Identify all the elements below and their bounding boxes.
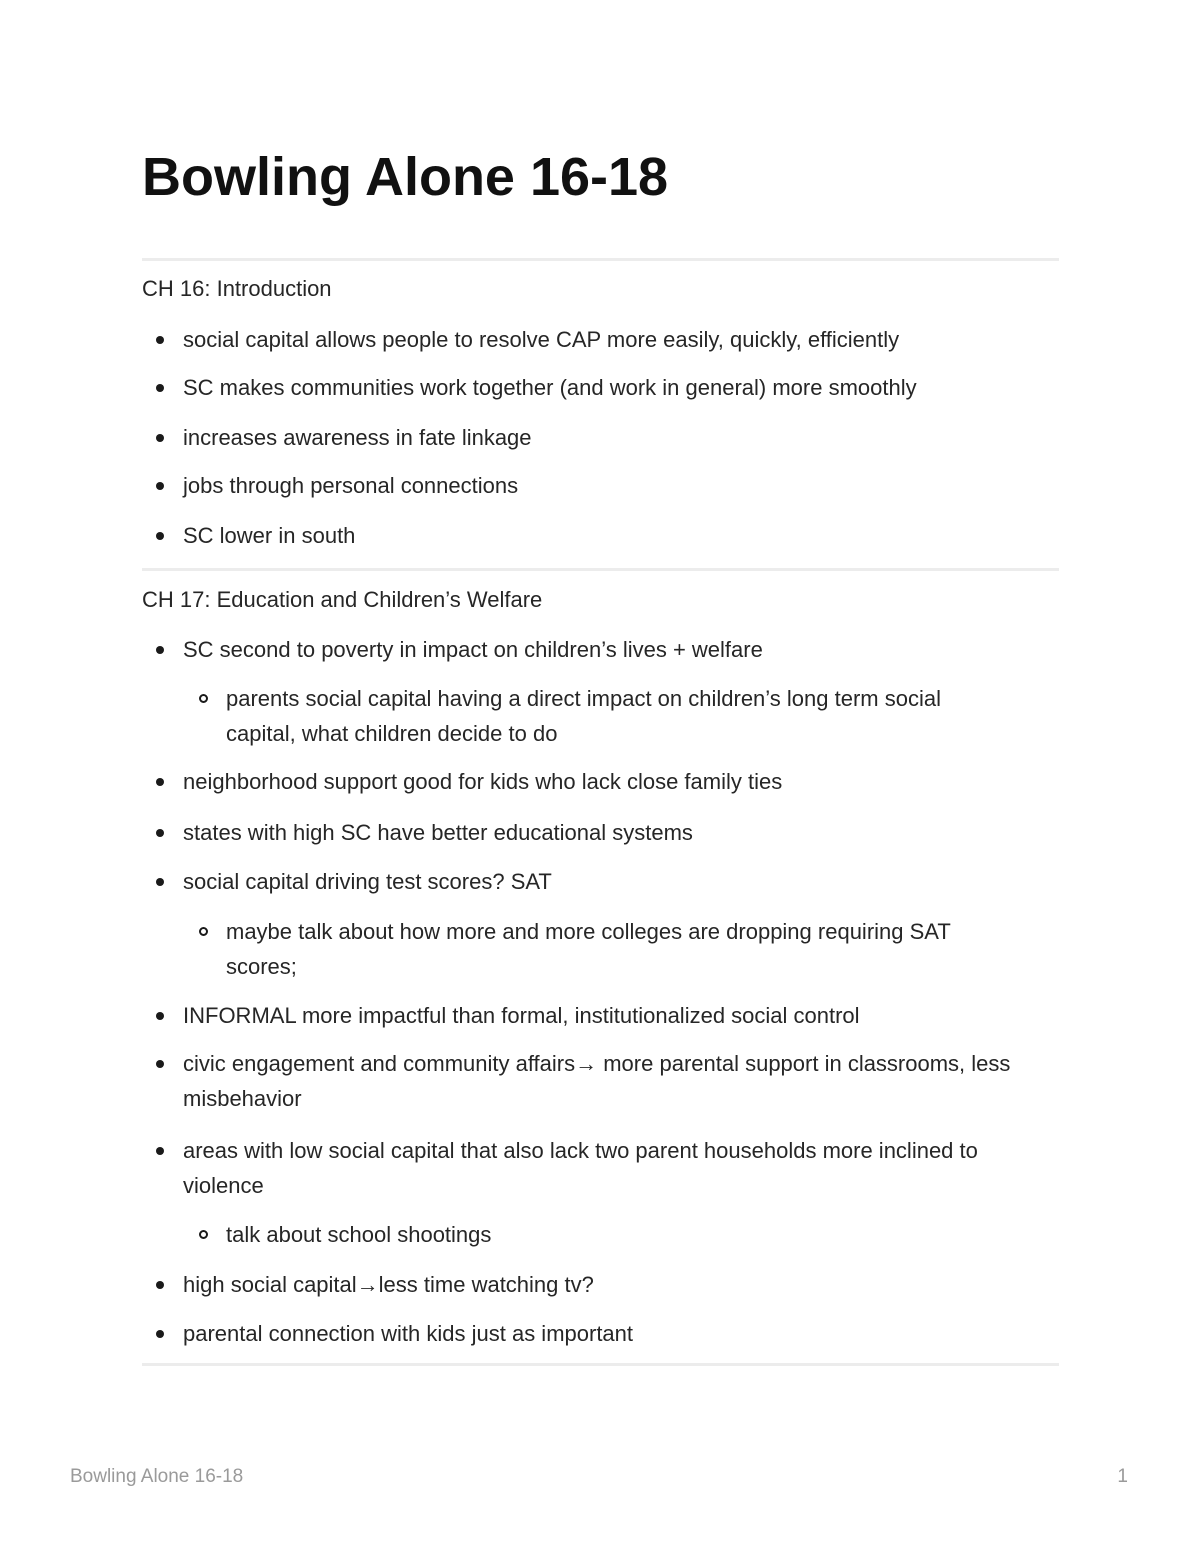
bullet-icon [156, 434, 164, 442]
hollow-bullet-icon [199, 1230, 208, 1239]
divider [142, 568, 1059, 571]
hollow-bullet-icon [199, 927, 208, 936]
list-item: social capital allows people to resolve CAP more easily, quickly, efficiently [142, 322, 1053, 357]
section-heading: CH 16: Introduction [142, 276, 332, 301]
list-item: SC lower in south [142, 518, 1053, 553]
list-item: social capital driving test scores? SAT [142, 864, 1053, 899]
bullet-icon [156, 482, 164, 490]
bullet-icon [156, 336, 164, 344]
page-title: Bowling Alone 16-18 [142, 147, 669, 207]
section-ch17 [142, 587, 1059, 1346]
sub-list-item: talk about school shootings [142, 1217, 1016, 1252]
list-item: SC makes communities work together (and work in general) more smoothly [142, 370, 1053, 405]
bullet-icon [156, 878, 164, 886]
sub-list-item: maybe talk about how more and more colleges are dropping requiring SAT scores; [142, 914, 1016, 984]
list-item: parental connection with kids just as important [142, 1316, 1053, 1351]
bullet-icon [156, 778, 164, 786]
footer-title: Bowling Alone 16-18 [70, 1466, 244, 1487]
bullet-icon [156, 1281, 164, 1289]
page-number: 1 [1117, 1466, 1128, 1487]
section-heading: CH 17: Education and Children’s Welfare [142, 587, 543, 612]
section-ch16 [142, 276, 1059, 548]
bullet-icon [156, 829, 164, 837]
divider [142, 1363, 1059, 1366]
sub-list-item: parents social capital having a direct impact on children’s long term social capital, what children decide to do [142, 681, 1016, 751]
bullet-icon [156, 646, 164, 654]
list-item: civic engagement and community affairs→ more parental support in classrooms, less misbehavior [142, 1046, 1053, 1116]
list-item: neighborhood support good for kids who lack close family ties [142, 764, 1053, 799]
bullet-icon [156, 532, 164, 540]
list-item: states with high SC have better educational systems [142, 815, 1053, 850]
list-item: areas with low social capital that also lack two parent households more inclined to violence [142, 1133, 1053, 1203]
bullet-icon [156, 1012, 164, 1020]
list-item: high social capital→less time watching tv? [142, 1267, 1053, 1302]
divider [142, 258, 1059, 261]
hollow-bullet-icon [199, 694, 208, 703]
bullet-icon [156, 1330, 164, 1338]
list-item: INFORMAL more impactful than formal, institutionalized social control [142, 998, 1053, 1033]
bullet-icon [156, 384, 164, 392]
list-item: jobs through personal connections [142, 468, 1053, 503]
bullet-icon [156, 1060, 164, 1068]
list-item: increases awareness in fate linkage [142, 420, 1053, 455]
list-item: SC second to poverty in impact on children’s lives + welfare [142, 632, 1053, 667]
bullet-icon [156, 1147, 164, 1155]
